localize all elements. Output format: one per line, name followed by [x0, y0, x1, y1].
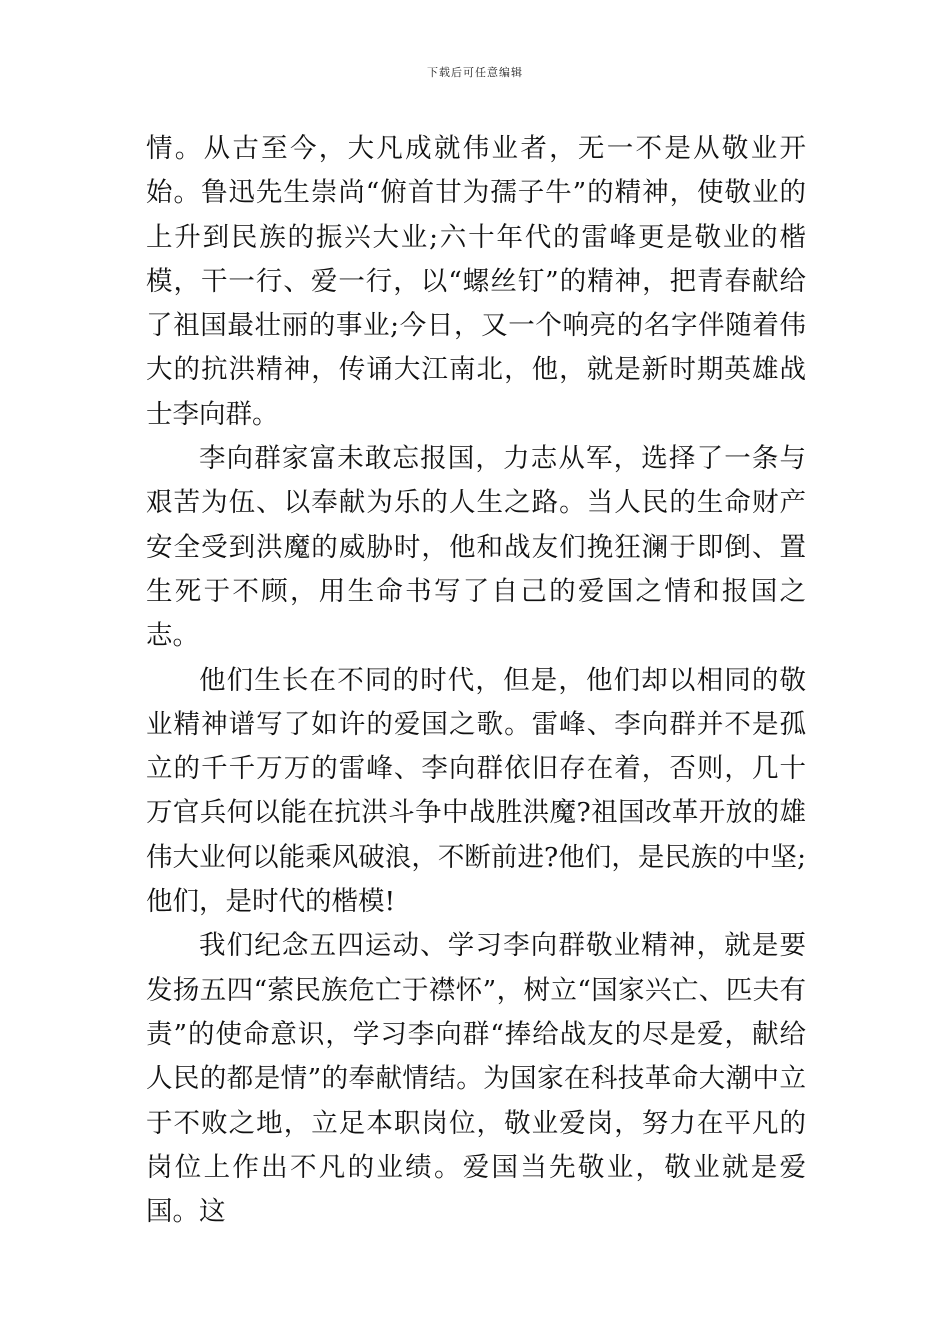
paragraph-1: 情。从古至今，大凡成就伟业者，无一不是从敬业开始。鲁迅先生崇尚“俯首甘为孺子牛”的精神，使敬业的上升到民族的振兴大业;六十年代的雷峰更是敬业的楷模，干一行、爱一行，以“螺丝钉”的精神，把青春献给了祖国最壮丽的事业;今日，又一个响亮的名字伴随着伟大的抗洪精神，传诵大江南北，他，就是新时期英雄战士李向群。 — [146, 133, 806, 430]
paragraph-3: 他们生长在不同的时代，但是，他们却以相同的敬业精神谱写了如许的爱国之歌。雷峰、李向群并不是孤立的千千万万的雷峰、李向群依旧存在着，否则，几十万官兵何以能在抗洪斗争中战胜洪魔?祖国改革开放的雄伟大业何以能乘风破浪，不断前进?他们，是民族的中坚;他们，是时代的楷模! — [146, 664, 806, 918]
paragraph-4: 我们纪念五四运动、学习李向群敬业精神，就是要发扬五四“萦民族危亡于襟怀”，树立“国家兴亡、匹夫有责”的使命意识，学习李向群“捧给战友的尽是爱，献给人民的都是情”的奉献情结。为国家在科技革命大潮中立于不败之地，立足本职岗位，敬业爱岗，努力在平凡的岗位上作出不凡的业绩。爱国当先敬业，敬业就是爱国。这 — [146, 930, 806, 1228]
document-body — [146, 127, 806, 1234]
page-header-note: 下载后可任意编辑 — [427, 66, 523, 79]
paragraph-2: 李向群家富未敢忘报国，力志从军，选择了一条与艰苦为伍、以奉献为乐的人生之路。当人民的生命财产安全受到洪魔的威胁时，他和战友们挽狂澜于即倒、置生死于不顾，用生命书写了自己的爱国之情和报国之志。 — [146, 443, 806, 652]
